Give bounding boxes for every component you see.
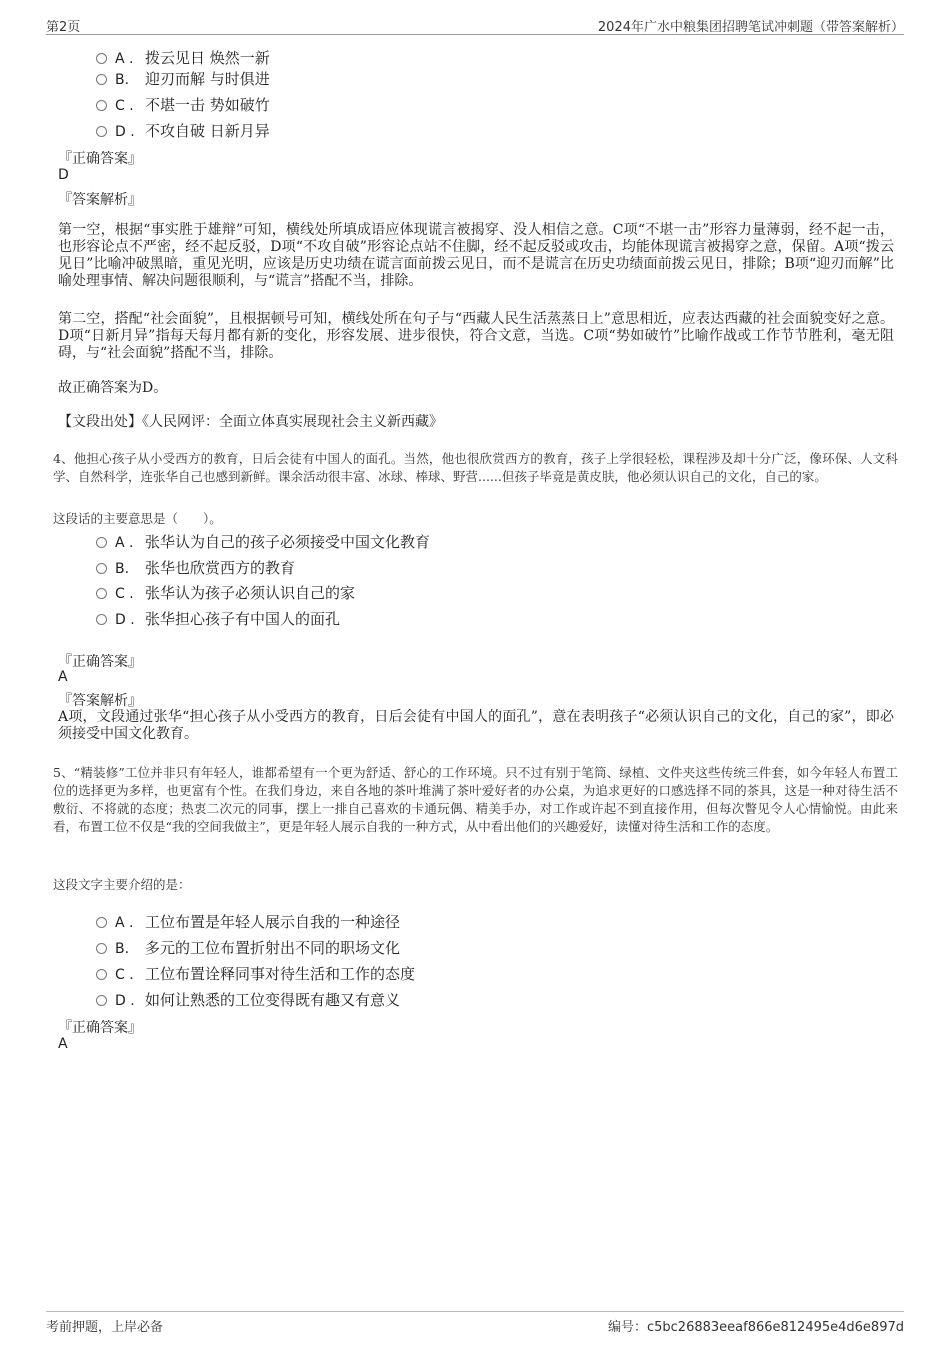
radio-icon[interactable]: [96, 126, 107, 137]
option-text: 张华担心孩子有中国人的面孔: [145, 610, 341, 628]
q4-answer: A: [58, 669, 68, 685]
footer-slogan: 考前押题，上岸必备: [46, 1320, 164, 1335]
q4-option-d[interactable]: D . 张华担心孩子有中国人的面孔: [96, 608, 340, 628]
q3-answer: D: [58, 167, 69, 183]
option-text: 张华也欣赏西方的教育: [145, 559, 296, 577]
option-text: 不堪一击 势如破竹: [145, 96, 270, 114]
q5-option-a[interactable]: A . 工位布置是年轻人展示自我的一种途径: [96, 911, 400, 931]
q3-source: 【文段出处】《人民网评：全面立体真实展现社会主义新西藏》: [58, 414, 443, 430]
document-id: 编号：c5bc26883eeaf866e812495e4d6e897d: [607, 1320, 904, 1335]
option-text: 多元的工位布置折射出不同的职场文化: [145, 939, 401, 957]
option-text: 张华认为自己的孩子必须接受中国文化教育: [145, 533, 431, 551]
q4-option-c[interactable]: C . 张华认为孩子必须认识自己的家: [96, 582, 355, 602]
q4-analysis: A项，文段通过张华“担心孩子从小受西方的教育，日后会徒有中国人的面孔”，意在表明孩子“必须认识自己的文化，自己的家”，即必须接受中国文化教育。: [58, 709, 894, 742]
q4-answer-label: 『正确答案』: [58, 654, 142, 670]
q3-analysis-paragraph-3: 故正确答案为D。: [58, 380, 168, 396]
radio-icon[interactable]: [96, 74, 107, 85]
q3-option-a[interactable]: A . 拨云见日 焕然一新: [96, 47, 270, 67]
option-text: 迎刃而解 与时俱进: [145, 70, 270, 88]
q3-analysis-paragraph-1: 第一空，根据“事实胜于雄辩”可知，横线处所填成语应体现谎言被揭穿、没人相信之意。C项“不堪一击”形容力量薄弱，经不起一击，也形容论点不严密，经不起反驳，D项“不攻自破”形容论点站不住脚，经不起反驳或攻击，均能体现谎言被揭穿之意，保留。A项“拨云见日”比喻冲破黑暗，重见光明，应该是历史功绩在谎言面前拨云见日，而不是谎言在历史功绩面前拨云见日，排除；B项“迎刃而解”比喻处理事情、解决问题很顺利，与“谎言”搭配不当，排除。: [58, 222, 894, 289]
q4-question: 这段话的主要意思是（ ）。: [53, 511, 222, 526]
document-title: 2024年广水中粮集团招聘笔试冲刺题（带答案解析）: [597, 20, 904, 35]
q3-option-d[interactable]: D . 不攻自破 日新月异: [96, 120, 270, 140]
q4-analysis-label: 『答案解析』: [58, 693, 142, 709]
q5-option-d[interactable]: D . 如何让熟悉的工位变得既有趣又有意义: [96, 989, 400, 1009]
q5-answer-label: 『正确答案』: [58, 1020, 142, 1036]
radio-icon[interactable]: [96, 588, 107, 599]
q3-answer-label: 『正确答案』: [58, 151, 142, 167]
page-number: 第2页: [46, 20, 81, 35]
option-text: 拨云见日 焕然一新: [145, 49, 270, 67]
q5-question: 这段文字主要介绍的是：: [53, 877, 191, 892]
q4-option-a[interactable]: A . 张华认为自己的孩子必须接受中国文化教育: [96, 531, 430, 551]
q3-option-b[interactable]: B. 迎刃而解 与时俱进: [96, 68, 270, 88]
radio-icon[interactable]: [96, 969, 107, 980]
option-text: 工位布置诠释同事对待生活和工作的态度: [145, 965, 416, 983]
q5-answer: A: [58, 1036, 68, 1052]
radio-icon[interactable]: [96, 943, 107, 954]
radio-icon[interactable]: [96, 995, 107, 1006]
option-text: 不攻自破 日新月异: [145, 122, 270, 140]
page-footer: [46, 1311, 904, 1336]
radio-icon[interactable]: [96, 537, 107, 548]
q3-analysis-label: 『答案解析』: [58, 192, 142, 208]
radio-icon[interactable]: [96, 53, 107, 64]
q4-option-b[interactable]: B. 张华也欣赏西方的教育: [96, 557, 295, 577]
q4-stem: 4、他担心孩子从小受西方的教育，日后会徒有中国人的面孔。当然，他也很欣赏西方的教育，孩子上学很轻松，课程涉及却十分广泛，像环保、人文科学、自然科学，连张华自己也感到新鲜。课余活动很丰富、冰球、棒球、野营......但孩子毕竟是黄皮肤，他必须认识自己的文化，自己的家。: [53, 451, 898, 484]
q5-option-b[interactable]: B. 多元的工位布置折射出不同的职场文化: [96, 937, 400, 957]
q5-option-c[interactable]: C . 工位布置诠释同事对待生活和工作的态度: [96, 963, 415, 983]
radio-icon[interactable]: [96, 917, 107, 928]
option-text: 张华认为孩子必须认识自己的家: [145, 584, 356, 602]
option-text: 工位布置是年轻人展示自我的一种途径: [145, 913, 401, 931]
q3-option-c[interactable]: C . 不堪一击 势如破竹: [96, 94, 270, 114]
radio-icon[interactable]: [96, 614, 107, 625]
radio-icon[interactable]: [96, 100, 107, 111]
q5-stem: 5、“精装修”工位并非只有年轻人，谁都希望有一个更为舒适、舒心的工作环境。只不过有别于笔筒、绿植、文件夹这些传统三件套，如今年轻人布置工位的选择更为多样，也更富有个性。在我们身边，来自各地的茶叶堆满了茶叶爱好者的办公桌，为追求更好的口感选择不同的茶具，这是一种对待生活不敷衍、不将就的态度；热衷二次元的同事，摆上一排自己喜欢的卡通玩偶、精美手办，对工作或许起不到直接作用，但每次瞥见令人心情愉悦。由此来看，布置工位不仅是“我的空间我做主”，更是年轻人展示自我的一种方式，从中看出他们的兴趣爱好，读懂对待生活和工作的态度。: [53, 765, 898, 834]
option-text: 如何让熟悉的工位变得既有趣又有意义: [145, 991, 401, 1009]
q3-analysis-paragraph-2: 第二空，搭配“社会面貌”，且根据顿号可知，横线处所在句子与“西藏人民生活蒸蒸日上”意思相近，应表达西藏的社会面貌变好之意。D项“日新月异”指每天每月都有新的变化，形容发展、进步很快，符合文意，当选。C项“势如破竹”比喻作战或工作节节胜利，毫无阻碍，与“社会面貌”搭配不当，排除。: [58, 311, 894, 361]
page-header: [46, 14, 904, 35]
radio-icon[interactable]: [96, 563, 107, 574]
